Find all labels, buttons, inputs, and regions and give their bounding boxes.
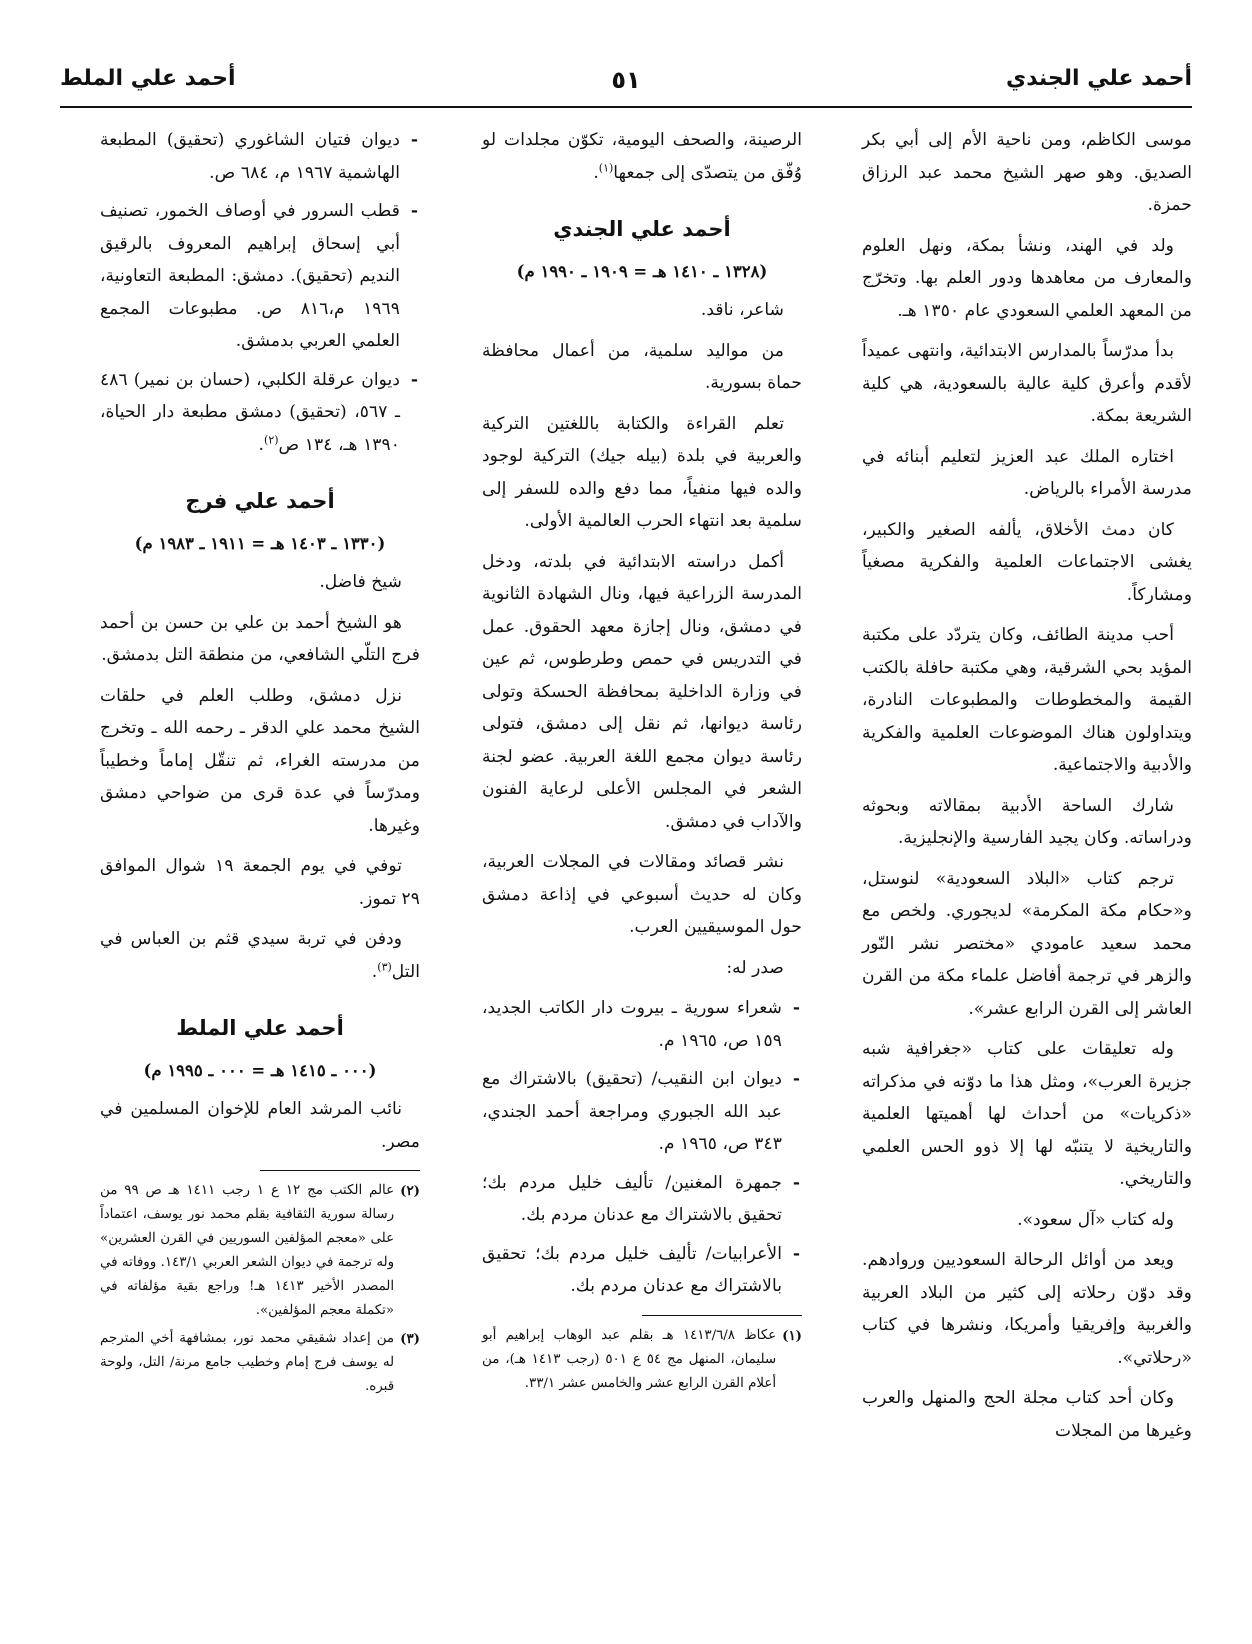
- column-middle: [482, 124, 802, 1400]
- entry-title-faraj: أحمد علي فرج: [185, 489, 335, 513]
- paragraph: وله تعليقات على كتاب «جغرافية شبه جزيرة العرب»، ومثل هذا ما دوّنه في مذكراته «ذكريات» من أحداث لها أهميتها العلمية والتاريخية لا يتنبّه لها إلا ذوو الحس العلمي والتاريخي.: [862, 1039, 1192, 1189]
- footnote-number: (٣): [400, 1331, 420, 1347]
- paragraph: اختاره الملك عبد العزيز لتعليم أبنائه في مدرسة الأمراء بالرياض.: [862, 446, 1192, 499]
- footnote-ref: (١): [598, 160, 614, 174]
- paragraph: نائب المرشد العام للإخوان المسلمين في مصر.: [100, 1099, 420, 1152]
- burial-text: ودفن في تربة سيدي قثم بن العباس في التل: [100, 929, 420, 982]
- paragraph: ترجم كتاب «البلاد السعودية» لنوستل، و«حكام مكة المكرمة» لديجوري. ولخص مع محمد سعيد عامودي «مختصر نشر النّور والزهر في ترجمة أفاضل علماء مكة من القرن العاشر إلى القرن الرابع عشر».: [862, 868, 1192, 1019]
- continuation-text: الرصينة، والصحف اليومية، تكوّن مجلدات لو وُفّق من يتصدّى إلى جمعها: [482, 130, 802, 183]
- work-item: - ديوان فتيان الشاغوري (تحقيق) المطبعة الهاشمية ١٩٦٧ م، ٦٨٤ ص.: [100, 124, 420, 189]
- paragraph: شيخ فاضل.: [319, 572, 402, 592]
- paragraph: صدر له:: [726, 957, 784, 978]
- footnote-text: عالم الكتب مج ١٢ ع ١ رجب ١٤١١ هـ ص ٩٩ من رسالة سورية الثقافية بقلم محمد نور يوسف، اعتماداً على «معجم المؤلفين السوريين في القرن العشرين» وله ترجمة في ديوان الشعر العربي ١٤٣/١. ووفاته في المصدر الأخير ١٤١٣ هـ! وراجع بقية مؤلفاته في «تكملة معجم المؤلفين».: [100, 1183, 395, 1318]
- paragraph: بدأ مدرّساً بالمدارس الابتدائية، وانتهى عميداً لأقدم وأعرق كلية عالية بالسعودية، هي كلية الشريعة بمكة.: [862, 341, 1192, 426]
- paragraph: وكان أحد كتاب مجلة الحج والمنهل والعرب وغيرها من المجلات: [862, 1388, 1192, 1441]
- paragraph: أكمل دراسته الابتدائية في بلدته، ودخل المدرسة الزراعية فيها، ونال الشهادة الثانوية في دمشق، ونال إجازة معهد الحقوق. عمل في التدريس في حمص وطرطوس، ثم عين في وزارة الداخلية بمحافظة الحسكة وتولى رئاسة ديوانها، ثم نقل إلى دمشق، فتولى رئاسة ديوان مجمع اللغة العربية. عضو لجنة الشعر في المجلس الأعلى لرعاية الفنون والآداب في دمشق.: [482, 551, 802, 832]
- paragraph: نشر قصائد ومقالات في المجلات العربية، وكان له حديث أسبوعي في إذاعة دمشق حول الموسيقيين العرب.: [482, 852, 802, 937]
- paragraph: أحب مدينة الطائف، وكان يتردّد على مكتبة المؤيد بحي الشرقية، وهي مكتبة حافلة بالكتب القيمة والمخطوطات والمطبوعات النادرة، ويتداولون هناك الموضوعات العلمية والفكرية والأدبية والاجتماعية.: [862, 625, 1192, 775]
- column-left: [100, 124, 420, 1403]
- entry-dates-jundi: (١٣٢٨ ـ ١٤١٠ هـ = ١٩٠٩ ـ ١٩٩٠ م): [516, 261, 768, 281]
- work-text: ديوان عرقلة الكلبي، (حسان بن نمير) ٤٨٦ ـ ٥٦٧، (تحقيق) دمشق مطبعة دار الحياة، ١٣٩٠ هـ، ١٣٤ ص: [100, 369, 400, 455]
- footnotes-middle: [482, 1324, 802, 1396]
- footnote: [482, 1324, 802, 1396]
- paragraph: موسى الكاظم، ومن ناحية الأم إلى أبي بكر الصديق. وهو صهر الشيخ محمد عبد الرزاق حمزة.: [862, 130, 1192, 215]
- work-item: - ديوان ابن النقيب/ (تحقيق) بالاشتراك مع عبد الله الجبوري ومراجعة أحمد الجندي، ٣٤٣ ص، ١٩٦٥ م.: [482, 1063, 802, 1161]
- paragraph: توفي في يوم الجمعة ١٩ شوال الموافق ٢٩ تموز.: [100, 856, 420, 909]
- entry-dates-faraj: (١٣٣٠ ـ ١٤٠٣ هـ = ١٩١١ ـ ١٩٨٣ م): [134, 533, 386, 553]
- paragraph: شارك الساحة الأدبية بمقالاته وبحوثه ودراساته. وكان يجيد الفارسية والإنجليزية.: [862, 795, 1192, 848]
- paragraph: نزل دمشق، وطلب العلم في حلقات الشيخ محمد علي الدقر ـ رحمه الله ـ وتخرج من مدرسته الغراء، ثم تنقّل إماماً وخطيباً ومدرّساً في عدة قرى من ضواحي دمشق وغيرها.: [100, 685, 420, 836]
- footnote: [100, 1179, 420, 1323]
- footnote-divider: [642, 1315, 802, 1316]
- entry-dates-malat: (٠٠٠ ـ ١٤١٥ هـ = ٠٠٠ ـ ١٩٩٥ م): [143, 1060, 377, 1080]
- paragraph: وله كتاب «آل سعود».: [1017, 1209, 1174, 1230]
- footnote-ref: (٣): [377, 959, 392, 973]
- page-number: ٥١: [611, 66, 641, 94]
- paragraph: ولد في الهند، ونشأ بمكة، ونهل العلوم والمعارف من معاهدها ودور العلم بها. وتخرّج من المعهد العلمي السعودي عام ١٣٥٠ هـ.: [862, 235, 1192, 321]
- paragraph: هو الشيخ أحمد بن علي بن حسن بن أحمد فرج التلّي الشافعي، من منطقة التل بدمشق.: [100, 612, 420, 665]
- footnote-divider: [260, 1170, 420, 1171]
- footnote-text: من إعداد شقيقي محمد نور، بمشافهة أخي المترجم له يوسف فرج إمام وخطيب جامع مرنة/ التل، ولوحة قبره.: [100, 1331, 395, 1394]
- page-header: [60, 62, 1192, 108]
- paragraph: تعلم القراءة والكتابة باللغتين التركية والعربية في بلدة (بيله جيك) التركية لوجود والده فيها منفياً، مما دفع والده للسفر إلى سلمية بعد انتهاء الحرب العالمية الأولى.: [482, 413, 802, 531]
- paragraph: ويعد من أوائل الرحالة السعوديين وروادهم. وقد دوّن رحلاته إلى كثير من البلاد العربية والغربية وإفريقيا وأمريكا، ونشرها في كتاب «رحلاتي».: [862, 1250, 1192, 1368]
- footnotes-left: [100, 1179, 420, 1399]
- work-item: - قطب السرور في أوصاف الخمور، تصنيف أبي إسحاق إبراهيم المعروف بالرقيق النديم (تحقيق). دمشق: المطبعة التعاونية، ١٩٦٩ م،٨١٦ ص. مطبوعات المجمع العلمي العربي بدمشق.: [100, 195, 420, 358]
- entry-title-jundi: أحمد علي الجندي: [553, 217, 731, 241]
- footnote: [100, 1327, 420, 1399]
- footnote-number: (٢): [400, 1183, 420, 1199]
- works-list: [482, 992, 802, 1303]
- burial-paragraph: ودفن في تربة سيدي قثم بن العباس في التل$^{(٣)}$.: [100, 929, 420, 982]
- works-list-continued: [100, 124, 420, 461]
- work-item: - ديوان عرقلة الكلبي، (حسان بن نمير) ٤٨٦ ـ ٥٦٧، (تحقيق) دمشق مطبعة دار الحياة، ١٣٩٠ هـ، ١٣٤ ص$^{(٢)}$.: [100, 364, 420, 462]
- footnote-ref: (٢): [264, 432, 279, 446]
- entry-title-malat: أحمد علي الملط: [176, 1016, 344, 1040]
- footnote-number: (١): [782, 1327, 802, 1344]
- column-right: [862, 124, 1192, 1455]
- footnote-text: عكاظ ١٤١٣/٦/٨ هـ بقلم عبد الوهاب إبراهيم أبو سليمان، المنهل مج ٥٤ ع ٥٠١ (رجب ١٤١٣ هـ)، من أعلام القرن الرابع عشر والخامس عشر ٣٣/١.: [482, 1327, 777, 1391]
- continuation-paragraph: الرصينة، والصحف اليومية، تكوّن مجلدات لو وُفّق من يتصدّى إلى جمعها$^{(١)}$.: [482, 130, 802, 183]
- paragraph: من مواليد سلمية، من أعمال محافظة حماة بسورية.: [482, 340, 802, 393]
- work-item: - جمهرة المغنين/ تأليف خليل مردم بك؛ تحقيق بالاشتراك مع عدنان مردم بك.: [482, 1167, 802, 1232]
- running-head-right: أحمد علي الجندي: [1006, 66, 1192, 91]
- running-head-left: أحمد علي الملط: [60, 66, 236, 91]
- work-item: - شعراء سورية ـ بيروت دار الكاتب الجديد، ١٥٩ ص، ١٩٦٥ م.: [482, 992, 802, 1057]
- paragraph: شاعر، ناقد.: [700, 300, 784, 320]
- paragraph: كان دمث الأخلاق، يألفه الصغير والكبير، يغشى الاجتماعات العلمية والفكرية مصغياً ومشاركاً.: [862, 519, 1192, 605]
- work-item: - الأعرابيات/ تأليف خليل مردم بك؛ تحقيق بالاشتراك مع عدنان مردم بك.: [482, 1238, 802, 1303]
